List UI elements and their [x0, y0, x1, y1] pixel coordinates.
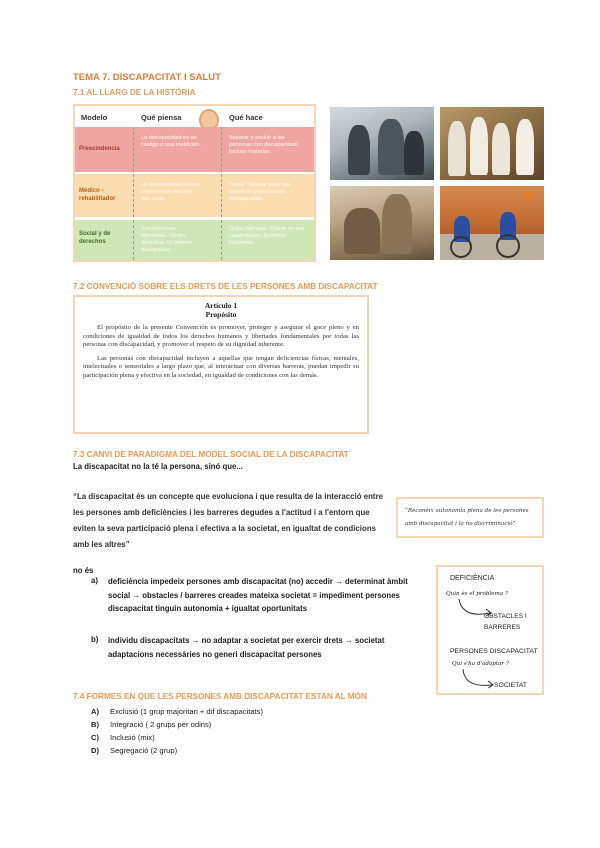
list-item-text: Integració ( 2 grups per odins)	[110, 720, 212, 729]
section-heading-paradigm: 7.3 CANVI DE PARADIGMA DEL MODEL SOCIAL DE LA DISCAPACITAT	[73, 450, 349, 459]
article-subtitle: Propósito	[205, 310, 237, 319]
header-modelo: Modelo	[81, 113, 108, 122]
wheelchair-basketball-photo	[440, 186, 544, 260]
item-a-label: a)	[91, 576, 98, 585]
document-title: TEMA 7. DISCAPACITAT I SALUT	[73, 72, 221, 83]
table-row	[75, 174, 314, 217]
list-item-text: Inclusió (mix)	[110, 733, 155, 742]
diagram-question-2: Qui s'ha d'adaptar ?	[452, 661, 509, 667]
definition-quote: “La discapacitat és un concepte que evoluciona i que resulta de la interacció entre les persones amb deficiències i les barreres degudes a l'actitud i a l'entorn que eviten la seva participació plena i efectiva a la societat, en igualtat de condicions amb les altres”	[73, 492, 384, 549]
table-row	[75, 220, 314, 260]
models-diagram	[436, 565, 544, 695]
list-item	[91, 731, 421, 744]
models-table	[73, 104, 316, 262]
item-b-label: b)	[91, 635, 99, 644]
section-heading-forms: 7.4 FORMES EN QUE LES PERSONES AMB DISCAPACITAT ESTAN AL MÓN	[73, 692, 367, 701]
header-que-piensa: Qué piensa	[141, 113, 182, 122]
table-header	[75, 106, 314, 127]
historical-photo-1	[330, 107, 434, 180]
item-b-text: individu discapacitats → no adaptar a societat per exercir drets → societat adaptacions necessàries no generi discapacitat persones	[108, 636, 385, 659]
section-heading-history: 7.1 AL LLARG DE LA HISTÒRIA	[73, 88, 196, 97]
convention-article-box	[73, 295, 369, 434]
row-hace: Separar o excluir a las personas con discapacidad. Incluso matarlas.	[229, 135, 299, 155]
list-item-text: Exclusió (1 grup majoritari + dif discapacitats)	[110, 707, 263, 716]
list-item	[91, 718, 421, 731]
article-title: Artículo 1	[204, 301, 238, 310]
table-row	[75, 127, 314, 172]
list-item-label: B)	[91, 720, 100, 729]
no-es-label: no és	[73, 566, 94, 575]
row-piensa: La discapacidad es un castigo o una maldición.	[141, 135, 202, 148]
list-item-label: D)	[91, 746, 100, 755]
list-item-label: C)	[91, 733, 100, 742]
list-item	[91, 744, 421, 757]
paradigm-intro: La discapacitat no la té la persona, sinó que...	[73, 462, 243, 471]
historical-photo-3	[330, 186, 434, 260]
handwritten-note: “Reconèix autonomia plena de les persones amb discapacitat i la no discriminació”	[396, 497, 544, 538]
diagram-deficiencia: DEFICIÈNCIA	[450, 575, 495, 582]
list-item-label: A)	[91, 707, 100, 716]
diagram-persones: PERSONES DISCAPACITAT	[450, 648, 538, 655]
diagram-obstacles: OBSTACLES I BARRERES	[484, 613, 527, 631]
article-paragraph-1: El propósito de la presente Convención es promover, proteger y asegurar el goce pleno y en condiciones de igualdad de todos los derechos humanos y libertades fundamentales por todas las personas con discapacidad, y promover el respeto de su dignidad inherente.	[83, 324, 359, 349]
article-paragraph-2: Las personas con discapacidad incluyen a aquellas que tengan deficiencias físicas, mentales, intelectuales o sensoriales a largo plazo que, al interactuar con diversas barreras, puedan impedir su participación plena y efectiva en la sociedad, en igualdad de condiciones con las demás.	[83, 354, 359, 379]
diagram-question-1: Quin és el problema ?	[446, 591, 508, 597]
header-que-hace: Qué hace	[229, 113, 263, 122]
historical-photo-2	[440, 107, 544, 180]
row-hace: Quitar barreras. Fijarse en sus capacidades. Entornos inclusivos.	[229, 226, 305, 246]
row-model-name: Social y de derechos	[79, 231, 111, 245]
list-item	[91, 705, 421, 718]
row-model-name: Médico - rehabilitador	[79, 188, 116, 202]
item-a-text: deficiència impedeix persones amb discapacitat (no) accedir → determinat àmbit social → obstacles / barreres creades mateixa societat = impediment persones discapacitat tinguin autonomia + igualtat oportunitats	[108, 577, 408, 613]
list-item-text: Segregació (2 grup)	[110, 746, 178, 755]
diagram-societat: SOCIETAT	[494, 682, 527, 689]
arrow-icon	[460, 667, 498, 691]
row-piensa: Son personas diferentes. Tienen derechos. El entorno discapacita.	[141, 226, 193, 253]
row-model-name: Prescindencia	[79, 146, 120, 152]
forms-list	[91, 705, 421, 757]
row-hace: Tratar. Trabajar para que parezcan personas sin discapacidad.	[229, 182, 291, 202]
section-heading-convention: 7.2 CONVENCIÓ SOBRE ELS DRETS DE LES PERSONES AMB DISCAPACITAT	[73, 282, 378, 291]
row-piensa: La discapacidad es una enfermedad que hay que curar.	[141, 182, 200, 202]
